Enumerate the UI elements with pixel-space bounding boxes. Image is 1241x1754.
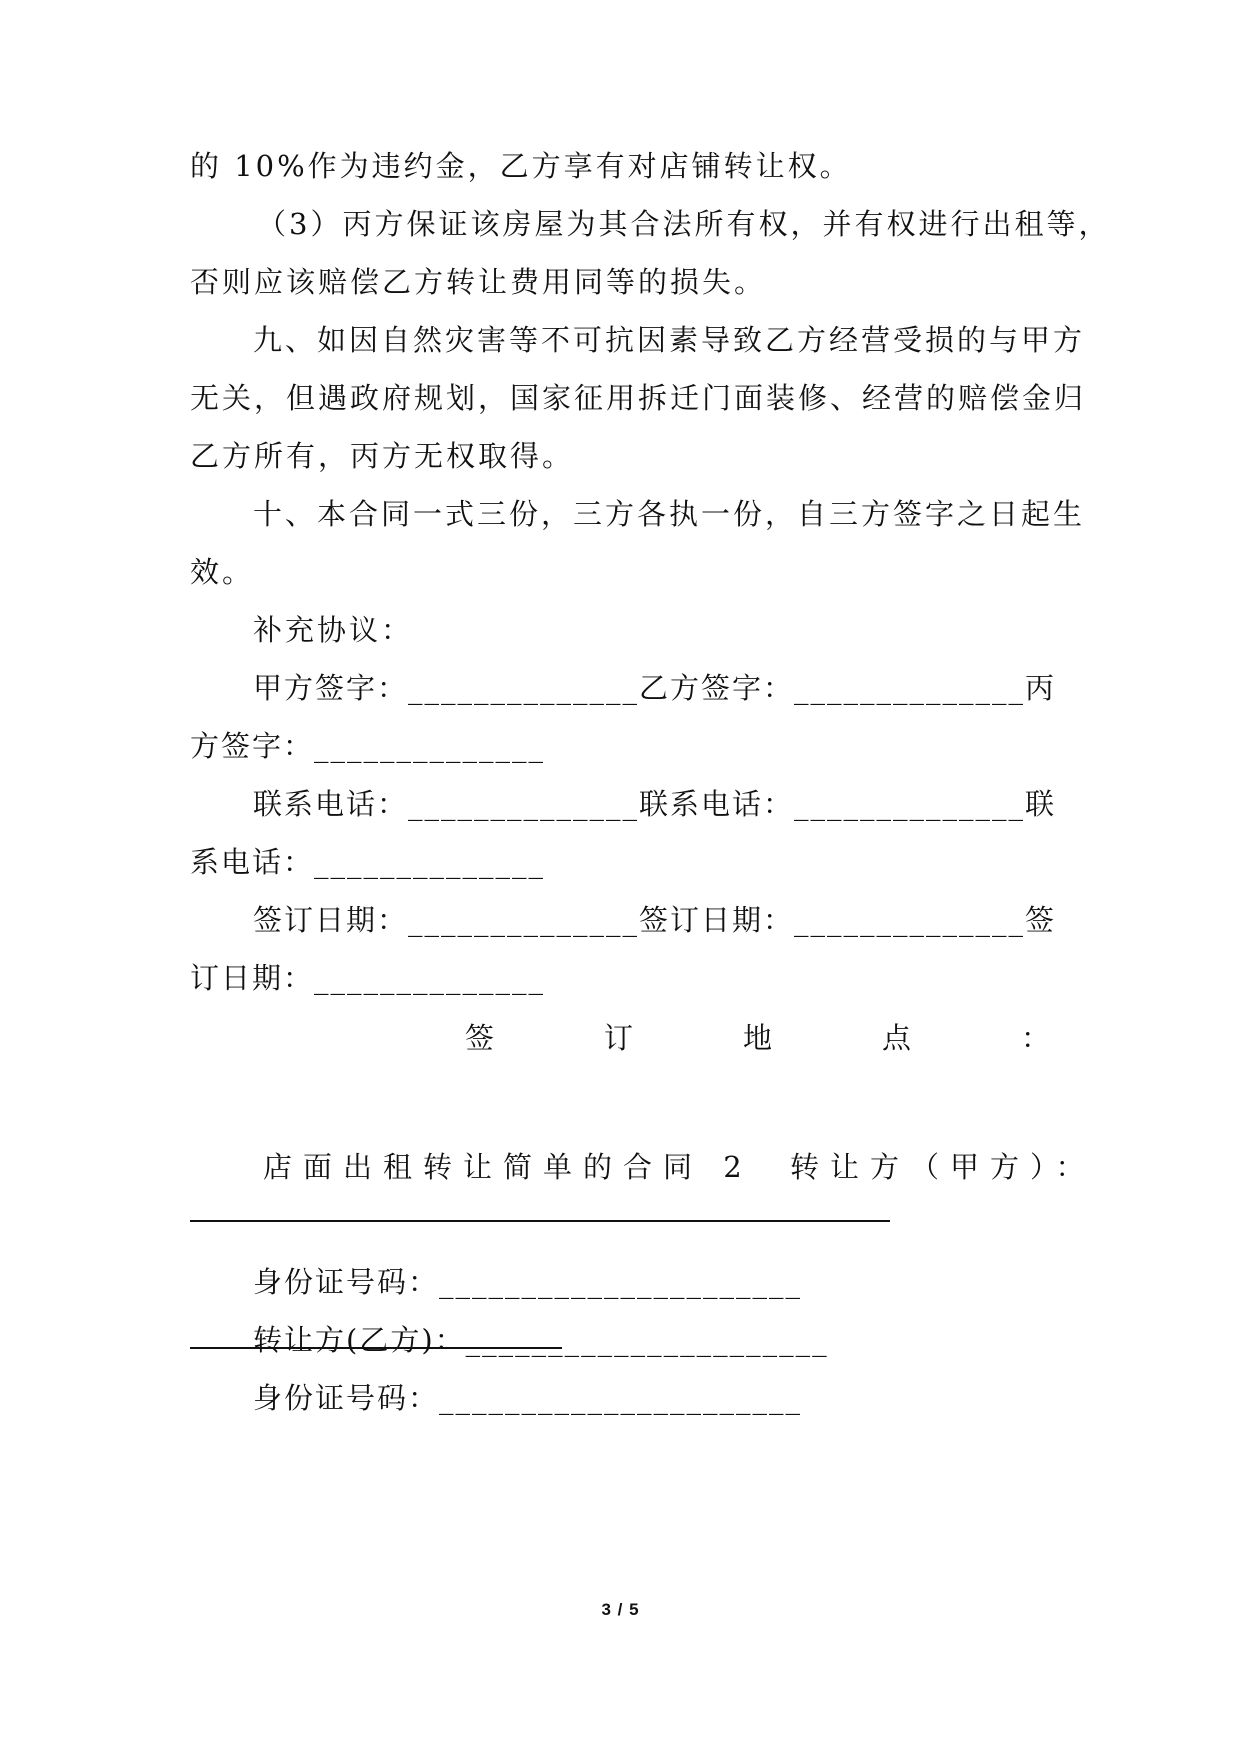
transferee-line: 转让方(乙方)：______________________ xyxy=(253,1323,829,1357)
phone-line: 联系电话：______________联系电话：______________联 xyxy=(253,787,1057,821)
place-char: ： xyxy=(1020,1021,1050,1055)
paragraph-line: 的 10%作为违约金，乙方享有对店铺转让权。 xyxy=(190,149,852,183)
signature-line: 甲方签字：______________乙方签字：______________丙 xyxy=(253,671,1057,705)
paragraph-line: 效。 xyxy=(190,555,255,589)
date-line: 签订日期：______________签订日期：______________签 xyxy=(253,903,1057,937)
id-number-line: 身份证号码：______________________ xyxy=(253,1381,803,1415)
paragraph-line: 十、本合同一式三份，三方各执一份，自三方签字之日起生 xyxy=(253,497,1086,531)
phone-line: 系电话：______________ xyxy=(190,845,546,879)
date-line: 订日期：______________ xyxy=(190,961,546,995)
paragraph-line: 九、如因自然灾害等不可抗因素导致乙方经营受损的与甲方 xyxy=(253,323,1086,357)
paragraph-line: 无关，但遇政府规划，国家征用拆迁门面装修、经营的赔偿金归 xyxy=(190,381,1087,415)
place-char: 点 xyxy=(881,1021,911,1055)
signing-place-label xyxy=(465,1018,1050,1058)
paragraph-line: （3）丙方保证该房屋为其合法所有权，并有权进行出租等， xyxy=(257,207,1111,241)
transferor-label: 转让方（甲方）： xyxy=(790,1150,1096,1184)
signature-line: 方签字：______________ xyxy=(190,729,546,763)
supplement-heading: 补充协议： xyxy=(253,613,414,647)
signing-place-blank xyxy=(190,1220,890,1222)
paragraph-line: 乙方所有，丙方无权取得。 xyxy=(190,439,575,473)
contract-title: 店面出租转让简单的合同 2 xyxy=(263,1150,753,1184)
id-number-line: 身份证号码：______________________ xyxy=(253,1265,803,1299)
place-char: 签 xyxy=(465,1021,495,1055)
place-char: 订 xyxy=(603,1021,633,1055)
paragraph-line: 否则应该赔偿乙方转让费用同等的损失。 xyxy=(190,265,767,299)
place-char: 地 xyxy=(742,1021,772,1055)
page-number: 3 / 5 xyxy=(601,1600,640,1619)
